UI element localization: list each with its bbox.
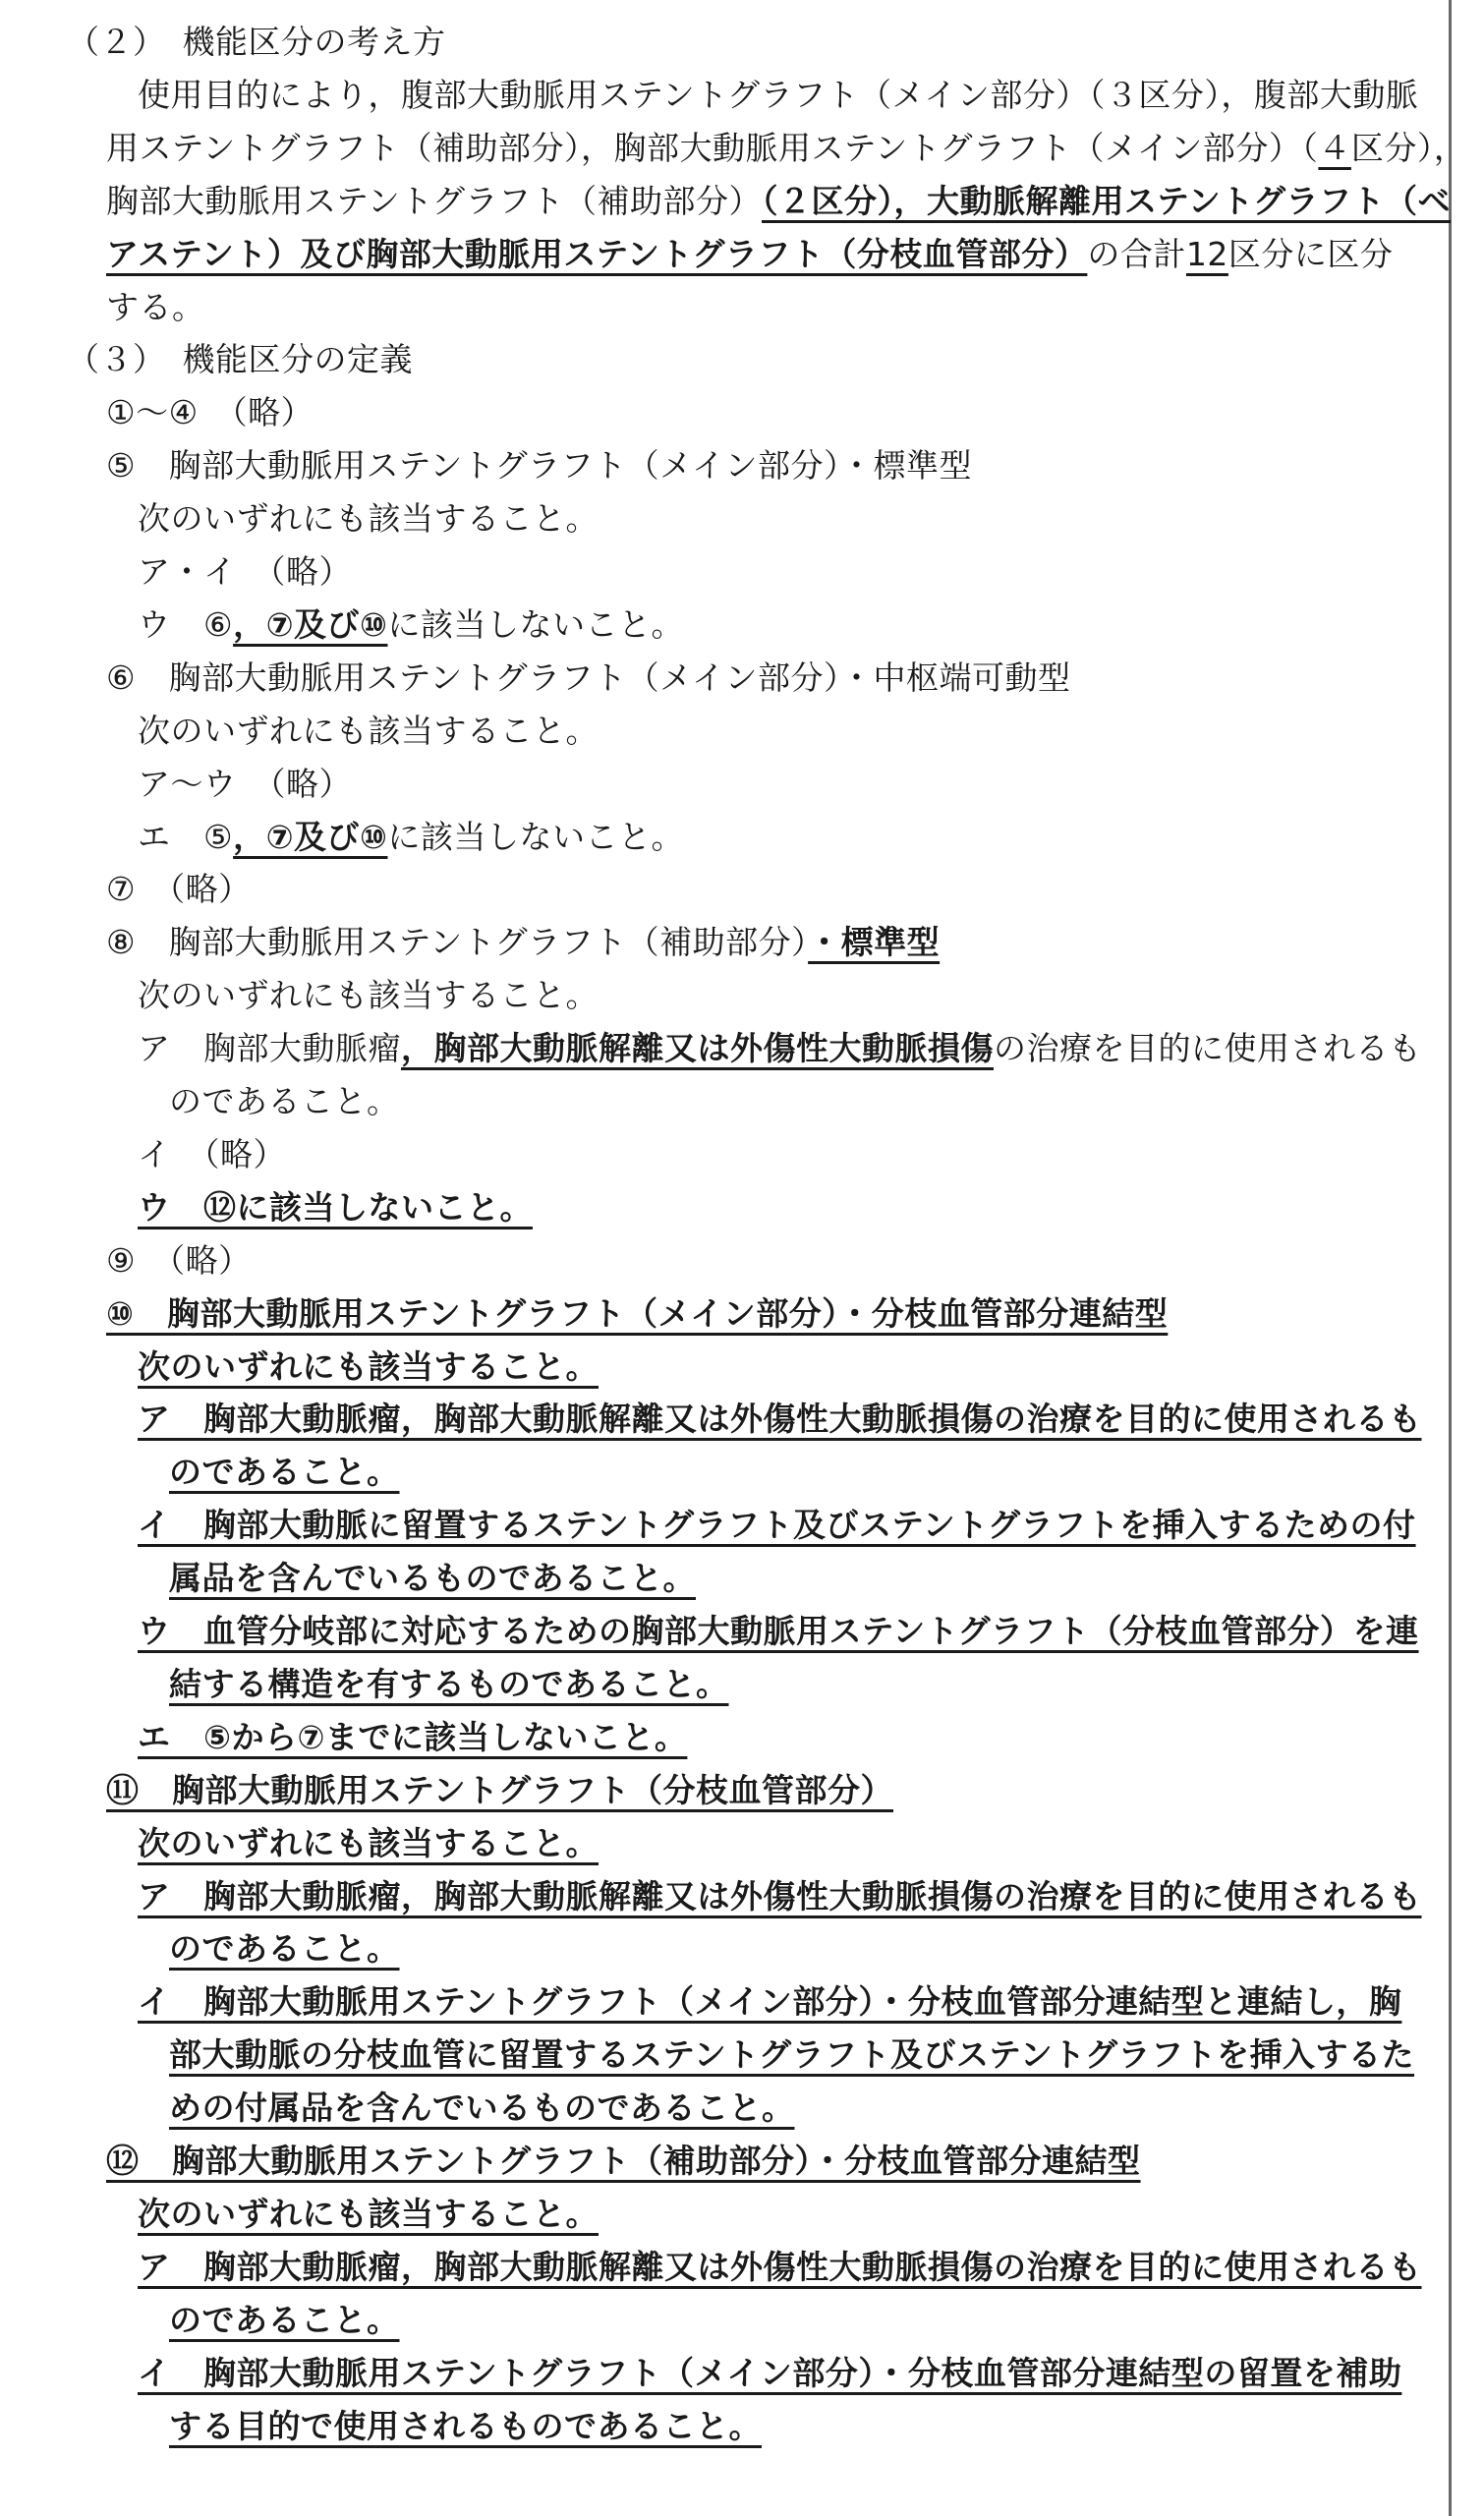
underlined-text: イ 胸部大動脈用ステントグラフト（メイン部分）・分枝血管部分連結型と連結し，胸 bbox=[138, 1982, 1402, 2022]
text-line bbox=[138, 1713, 687, 1762]
underlined-text: ・標準型 bbox=[808, 923, 941, 962]
text-line bbox=[169, 2084, 795, 2133]
underlined-text: （２区分），大動脈解離用ステントグラフト（ベ bbox=[762, 181, 1452, 220]
underlined-text: アステント）及び胸部大動脈用ステントグラフト（分枝血管部分） bbox=[106, 234, 1088, 273]
underlined-text: 部大動脈の分枝血管に留置するステントグラフト及びステントグラフトを挿入するた bbox=[169, 2035, 1415, 2075]
text-segment: ①～④ （略） bbox=[106, 393, 314, 432]
text-line bbox=[106, 2137, 1141, 2186]
text-line bbox=[138, 1130, 286, 1179]
underlined-text: ウ ⑫に該当しないこと。 bbox=[138, 1187, 533, 1227]
text-line bbox=[138, 760, 352, 809]
text-segment: ア 胸部大動脈瘤 bbox=[138, 1029, 401, 1068]
text-line bbox=[67, 18, 446, 67]
text-line bbox=[169, 2402, 762, 2451]
underlined-text: ア 胸部大動脈瘤，胸部大動脈解離又は外傷性大動脈損傷の治療を目的に使用されるも bbox=[138, 1400, 1422, 1439]
text-segment: ⑦ （略） bbox=[106, 870, 252, 909]
underlined-text: ウ 血管分岐部に対応するための胸部大動脈用ステントグラフト（分枝血管部分）を連 bbox=[138, 1612, 1419, 1650]
text-segment: 区分）， bbox=[1350, 128, 1467, 167]
text-line bbox=[106, 918, 940, 967]
underlined-text: ア 胸部大動脈瘤，胸部大動脈解離又は外傷性大動脈損傷の治療を目的に使用されるも bbox=[138, 1876, 1422, 1916]
text-line bbox=[169, 1077, 400, 1126]
text-segment: ⑨ （略） bbox=[106, 1240, 252, 1280]
text-line bbox=[106, 1289, 1168, 1339]
text-line bbox=[106, 283, 205, 332]
underlined-text: ，胸部大動脈解離又は外傷性大動脈損傷 bbox=[401, 1029, 994, 1068]
text-segment: の合計 bbox=[1087, 234, 1186, 273]
text-line bbox=[106, 865, 252, 914]
text-segment: に該当しないこと。 bbox=[387, 817, 684, 856]
text-line bbox=[106, 230, 1393, 279]
text-line bbox=[138, 71, 1418, 120]
text-segment: （３） 機能区分の定義 bbox=[67, 340, 413, 379]
underlined-text: のであること。 bbox=[169, 1929, 400, 1969]
underlined-text: 次のいずれにも該当すること。 bbox=[138, 2194, 599, 2233]
text-line bbox=[169, 1924, 400, 1973]
text-line bbox=[67, 335, 413, 384]
text-line bbox=[138, 494, 599, 543]
text-segment: 胸部大動脈用ステントグラフト（補助部分） bbox=[106, 181, 763, 220]
underlined-text: ⑫ 胸部大動脈用ステントグラフト（補助部分）・分枝血管部分連結型 bbox=[106, 2142, 1141, 2180]
underlined-text: 結する構造を有するものであること。 bbox=[169, 1664, 729, 1703]
text-line bbox=[138, 1501, 1416, 1550]
underlined-text: 12 bbox=[1185, 234, 1228, 273]
text-line bbox=[138, 707, 599, 756]
text-segment: ア～ウ （略） bbox=[138, 764, 352, 803]
underlined-text: イ 胸部大動脈に留置するステントグラフト及びステントグラフトを挿入するための付 bbox=[138, 1506, 1416, 1545]
text-segment: 用ステントグラフト（補助部分），胸部大動脈用ステントグラフト（メイン部分）（ bbox=[106, 128, 1319, 167]
text-line bbox=[106, 124, 1466, 173]
text-line bbox=[138, 1395, 1422, 1444]
text-line bbox=[169, 1448, 400, 1497]
text-segment: のであること。 bbox=[169, 1082, 400, 1120]
text-line bbox=[138, 1977, 1401, 2027]
underlined-text: ⑪ 胸部大動脈用ステントグラフト（分枝血管部分） bbox=[106, 1770, 894, 1809]
text-segment: エ ⑤ bbox=[138, 817, 234, 856]
text-line bbox=[106, 654, 1070, 703]
text-segment: ウ ⑥ bbox=[138, 604, 234, 644]
underlined-text: ４ bbox=[1318, 128, 1351, 167]
text-segment: の治療を目的に使用されるも bbox=[994, 1029, 1422, 1068]
text-line bbox=[138, 2190, 599, 2239]
text-line bbox=[106, 1236, 252, 1286]
text-line bbox=[138, 2243, 1422, 2292]
text-segment: （２） 機能区分の考え方 bbox=[67, 23, 446, 61]
text-line bbox=[138, 2349, 1401, 2398]
text-segment: ⑥ 胸部大動脈用ステントグラフト（メイン部分）・中枢端可動型 bbox=[106, 658, 1071, 697]
text-segment: 次のいずれにも該当すること。 bbox=[138, 976, 599, 1015]
text-segment: ⑧ 胸部大動脈用ステントグラフト（補助部分） bbox=[106, 923, 809, 962]
text-segment: ⑤ 胸部大動脈用ステントグラフト（メイン部分）・標準型 bbox=[106, 446, 972, 486]
underlined-text: ，⑦及び⑩ bbox=[233, 604, 388, 644]
text-segment: ア・イ （略） bbox=[138, 552, 352, 591]
text-line bbox=[169, 1660, 729, 1709]
underlined-text: 属品を含んでいるものであること。 bbox=[169, 1559, 696, 1598]
text-line bbox=[106, 441, 972, 490]
text-line bbox=[169, 1554, 696, 1603]
underlined-text: ア 胸部大動脈瘤，胸部大動脈解離又は外傷性大動脈損傷の治療を目的に使用されるも bbox=[138, 2247, 1422, 2286]
text-line bbox=[138, 813, 684, 862]
text-line bbox=[106, 177, 1451, 226]
underlined-text: ，⑦及び⑩ bbox=[233, 817, 388, 856]
underlined-text: のであること。 bbox=[169, 2300, 400, 2339]
underlined-text: イ 胸部大動脈用ステントグラフト（メイン部分）・分枝血管部分連結型の留置を補助 bbox=[138, 2353, 1402, 2392]
text-segment: 区分に区分 bbox=[1227, 234, 1394, 273]
right-margin-rule bbox=[1449, 0, 1452, 2516]
text-line bbox=[138, 1607, 1419, 1656]
text-line bbox=[138, 1024, 1422, 1073]
text-segment: 次のいずれにも該当すること。 bbox=[138, 711, 599, 750]
text-line bbox=[138, 1819, 599, 1868]
text-line bbox=[106, 388, 314, 437]
underlined-text: 次のいずれにも該当すること。 bbox=[138, 1346, 599, 1386]
text-line bbox=[138, 547, 352, 597]
text-segment: イ （略） bbox=[138, 1134, 286, 1173]
text-line bbox=[138, 1343, 599, 1392]
underlined-text: めの付属品を含んでいるものであること。 bbox=[169, 2088, 795, 2128]
underlined-text: ⑩ 胸部大動脈用ステントグラフト（メイン部分）・分枝血管部分連結型 bbox=[106, 1293, 1169, 1333]
text-line bbox=[169, 2030, 1414, 2080]
text-line bbox=[138, 1183, 533, 1232]
underlined-text: のであること。 bbox=[169, 1453, 400, 1492]
text-line bbox=[106, 1766, 893, 1815]
text-line bbox=[138, 971, 599, 1020]
text-line bbox=[138, 1872, 1422, 1921]
underlined-text: エ ⑤から⑦までに該当しないこと。 bbox=[138, 1717, 688, 1756]
text-segment: 次のいずれにも該当すること。 bbox=[138, 499, 599, 539]
text-line bbox=[169, 2296, 400, 2345]
text-line bbox=[138, 600, 684, 650]
underlined-text: 次のいずれにも該当すること。 bbox=[138, 1823, 599, 1862]
underlined-text: する目的で使用されるものであること。 bbox=[169, 2406, 762, 2445]
text-segment: に該当しないこと。 bbox=[387, 604, 684, 644]
text-segment: 使用目的により，腹部大動脈用ステントグラフト（メイン部分）（３区分），腹部大動脈 bbox=[138, 75, 1419, 114]
text-segment: する。 bbox=[106, 287, 205, 326]
